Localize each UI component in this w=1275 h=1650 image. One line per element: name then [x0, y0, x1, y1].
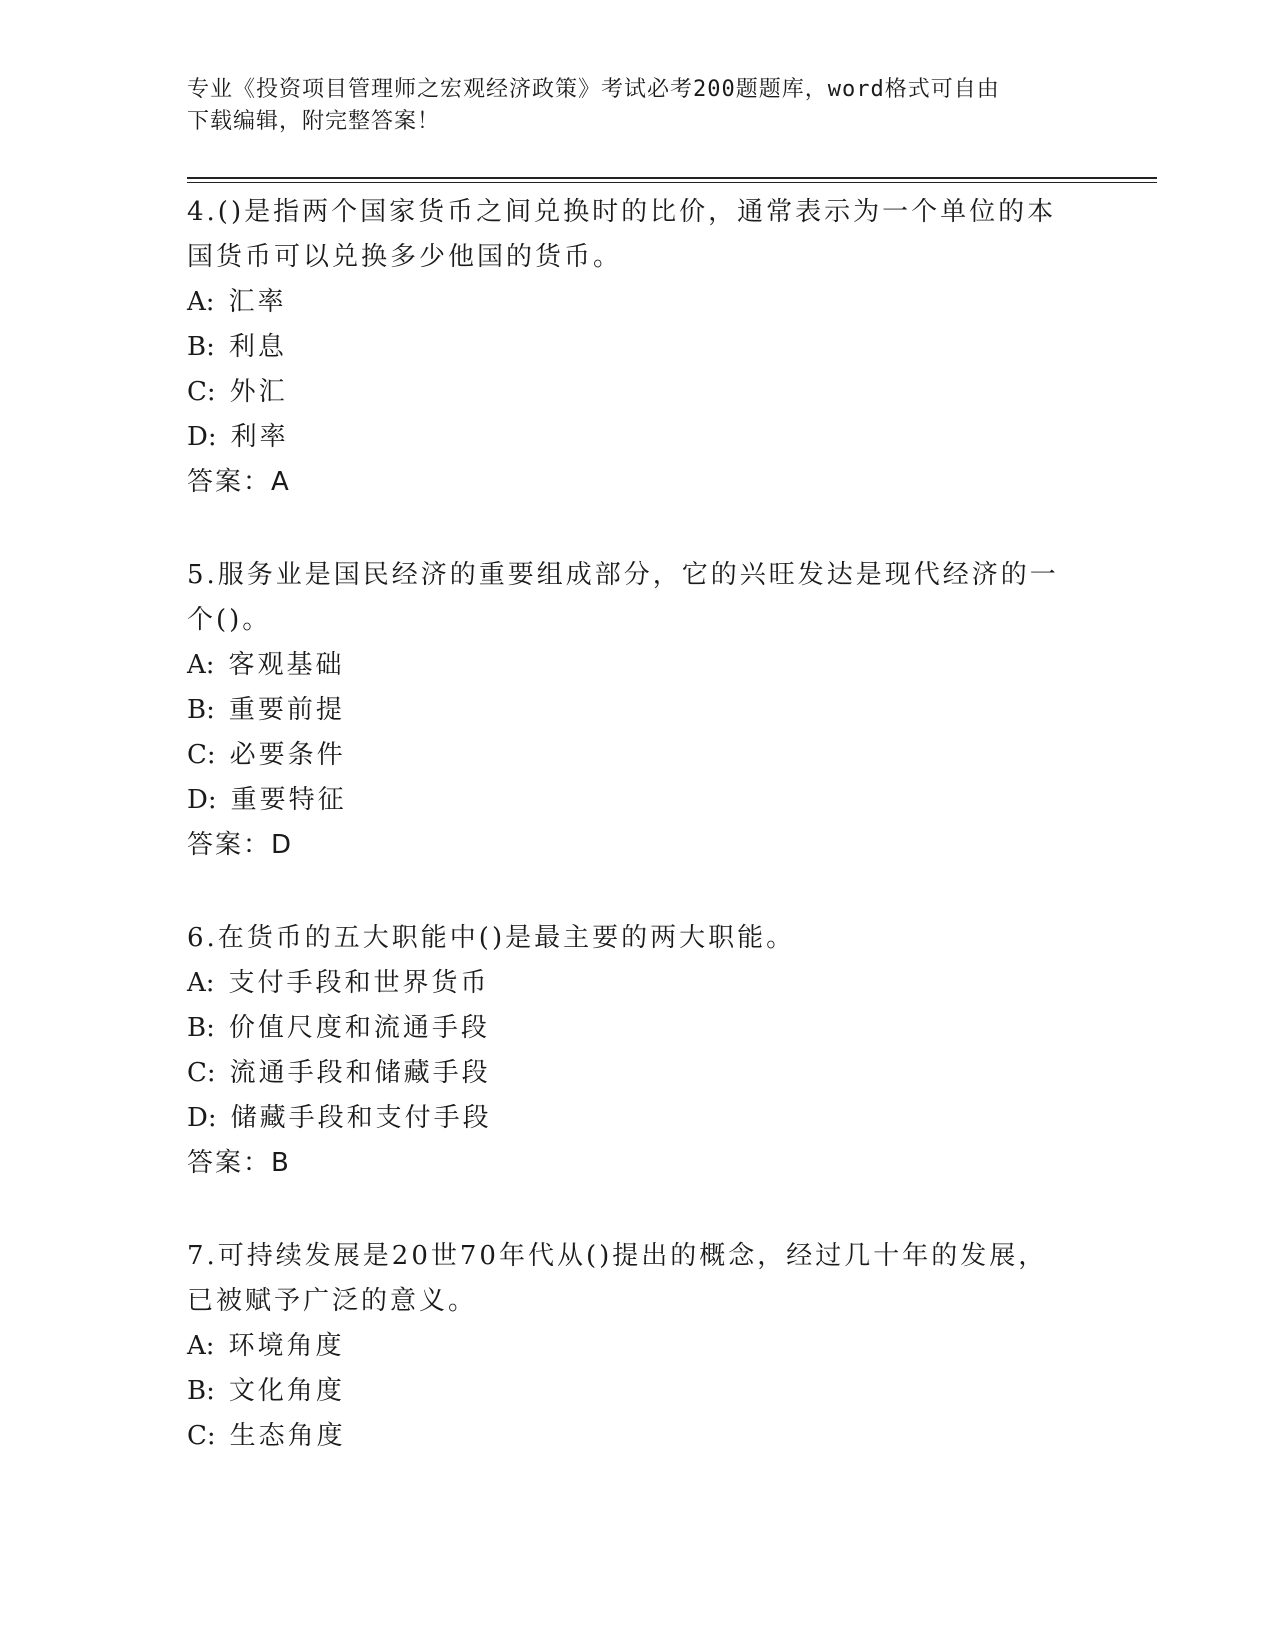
option-d: D: 重要特征: [187, 785, 347, 815]
option-b: B: 文化角度: [187, 1376, 345, 1406]
option-b: B: 重要前提: [187, 695, 345, 725]
option-a: A: 汇率: [187, 287, 287, 317]
question-6: [187, 916, 1067, 1186]
option-a: A: 环境角度: [187, 1331, 345, 1361]
question-stem: 4.()是指两个国家货币之间兑换时的比价，通常表示为一个单位的本 国货币可以兑换多少他国的货币。: [187, 197, 1057, 272]
header-divider-thin: [187, 182, 1157, 183]
header-line-2: 下载编辑，附完整答案！: [187, 109, 441, 134]
header-line-1: 专业《投资项目管理师之宏观经济政策》考试必考200题题库，word格式可自由: [187, 77, 1000, 102]
answer: 答案：D: [187, 830, 294, 860]
question-4: [187, 190, 1067, 505]
option-a: A: 支付手段和世界货币: [187, 968, 490, 998]
question-7: [187, 1234, 1067, 1459]
option-c: C: 必要条件: [187, 740, 346, 770]
question-stem: 5.服务业是国民经济的重要组成部分，它的兴旺发达是现代经济的一 个()。: [187, 560, 1059, 635]
option-b: B: 利息: [187, 332, 287, 362]
question-stem: 6.在货币的五大职能中()是最主要的两大职能。: [187, 923, 796, 953]
header-divider-thick: [187, 177, 1157, 179]
question-5: [187, 553, 1067, 868]
option-d: D: 利率: [187, 422, 289, 452]
question-stem: 7.可持续发展是20世70年代从()提出的概念，经过几十年的发展， 已被赋予广泛的意义。: [187, 1241, 1048, 1316]
option-a: A: 客观基础: [187, 650, 345, 680]
document-header: [187, 74, 1067, 138]
answer: 答案：B: [187, 1148, 291, 1178]
option-c: C: 流通手段和储藏手段: [187, 1058, 491, 1088]
option-c: C: 生态角度: [187, 1421, 346, 1451]
option-b: B: 价值尺度和流通手段: [187, 1013, 490, 1043]
answer: 答案：A: [187, 467, 291, 497]
option-c: C: 外汇: [187, 377, 288, 407]
option-d: D: 储藏手段和支付手段: [187, 1103, 492, 1133]
question-list: [187, 190, 1067, 1507]
